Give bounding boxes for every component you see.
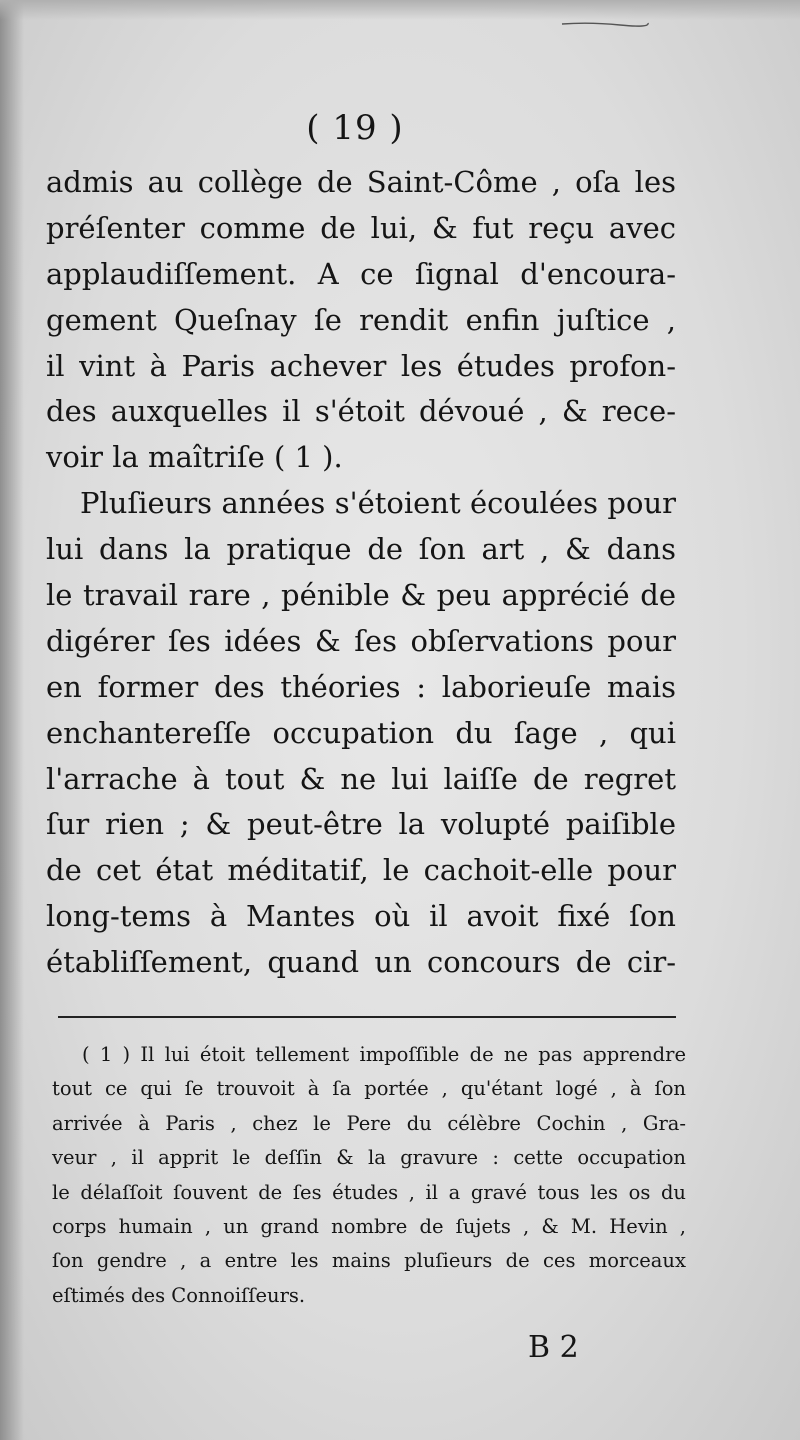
footnote-line: arrivée à Paris , chez le Pere du célèbre Cochin , Gra- xyxy=(52,1111,686,1135)
top-edge-shadow xyxy=(0,0,800,20)
text-line: de cet état méditatif, le cachoit-elle pour xyxy=(46,853,676,888)
text-line: préſenter comme de lui, & fut reçu avec xyxy=(46,210,676,245)
text-line: il vint à Paris achever les études profon- xyxy=(46,348,676,383)
text-line: l'arrache à tout & ne lui laiſſe de regret xyxy=(46,761,676,796)
footnote-line: tout ce qui ſe trouvoit à ſa portée , qu'étant logé , à ſon xyxy=(52,1077,686,1101)
footnote-line: veur , il apprit le deſſin & la gravure : cette occupation xyxy=(52,1146,686,1170)
text-line: Pluſieurs années s'étoient écoulées pour xyxy=(80,486,676,521)
footnote-line: ſon gendre , a entre les mains pluſieurs de ces morceaux xyxy=(52,1249,686,1273)
footnote-rule xyxy=(58,1016,676,1018)
pencil-mark-icon xyxy=(560,20,650,28)
text-line: long-tems à Mantes où il avoit fixé ſon xyxy=(46,899,676,934)
text-line: en former des théories : laborieuſe mais xyxy=(46,669,676,704)
footnote-line: le délaſſoit ſouvent de ſes études , il a gravé tous les os du xyxy=(52,1180,686,1204)
text-line: le travail rare , pénible & peu apprécié de xyxy=(46,578,676,613)
text-line: voir la maîtriſe ( 1 ). xyxy=(46,440,343,475)
text-line: lui dans la pratique de ſon art , & dans xyxy=(46,532,676,567)
footnote-line: ( 1 ) Il lui étoit tellement impoſſible de ne pas apprendre xyxy=(82,1043,686,1066)
text-line: des auxquelles il s'étoit dévoué , & rece- xyxy=(46,394,676,429)
text-line: admis au collège de Saint-Côme , oſa les xyxy=(46,165,676,199)
text-line: gement Queſnay ſe rendit enfin juſtice , xyxy=(46,302,676,337)
page-number: ( 19 ) xyxy=(306,108,404,148)
main-text xyxy=(46,160,676,986)
binding-shadow xyxy=(0,0,24,1440)
text-line: ſur rien ; & peut-être la volupté paiſible xyxy=(46,807,676,842)
footnote-line: eſtimés des Connoiſſeurs. xyxy=(52,1283,306,1307)
text-line: établiſſement, quand un concours de cir- xyxy=(46,945,676,980)
text-line: applaudiſſement. A ce ſignal d'encoura- xyxy=(46,256,676,291)
text-line: digérer ſes idées & ſes obſervations pour xyxy=(46,623,676,658)
signature-mark: B 2 xyxy=(528,1330,579,1365)
text-line: enchantereſſe occupation du ſage , qui xyxy=(46,715,676,750)
footnote xyxy=(52,1038,686,1313)
footnote-line: corps humain , un grand nombre de ſujets , & M. Hevin , xyxy=(52,1214,686,1238)
